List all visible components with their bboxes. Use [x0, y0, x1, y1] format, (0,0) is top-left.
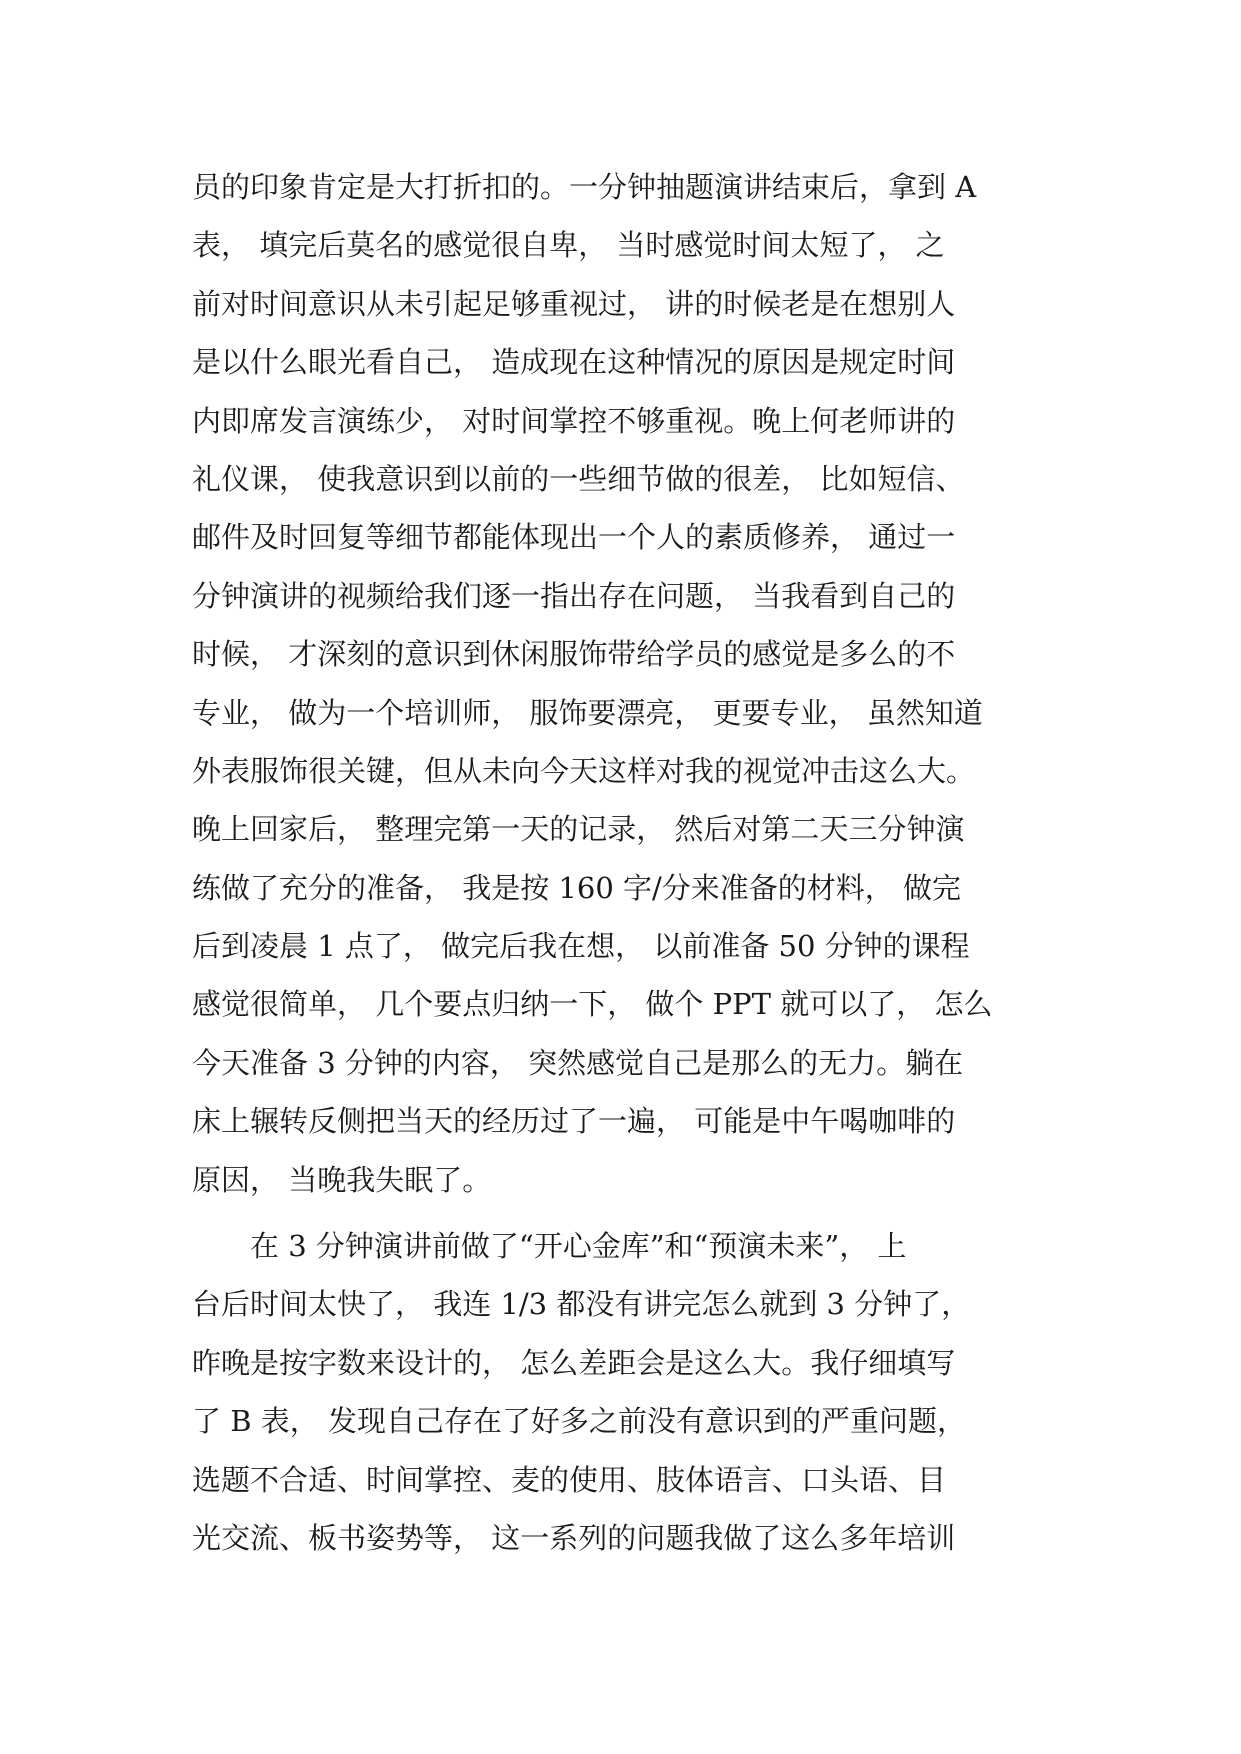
text-line: 后到凌晨 1 点了， 做完后我在想， 以前准备 50 分钟的课程	[192, 929, 970, 964]
text-line: 感觉很简单， 几个要点归纳一下， 做个 PPT 就可以了， 怎么	[192, 987, 993, 1022]
text-line: 员的印象肯定是大打折扣的。一分钟抽题演讲结束后，拿到 A	[192, 170, 977, 204]
text-line: 前对时间意识从未引起足够重视过， 讲的时候老是在想别人	[192, 286, 956, 321]
text-line: 今天准备 3 分钟的内容， 突然感觉自己是那么的无力。躺在	[192, 1045, 964, 1080]
text-line: 是以什么眼光看自己， 造成现在这种情况的原因是规定时间	[192, 345, 956, 380]
text-line: 时候， 才深刻的意识到休闲服饰带给学员的感觉是多么的不	[192, 637, 956, 672]
text-line: 练做了充分的准备， 我是按 160 字/分来准备的材料， 做完	[192, 870, 961, 905]
text-line: 床上辗转反侧把当天的经历过了一遍， 可能是中午喝咖啡的	[192, 1104, 956, 1139]
text-line: 外表服饰很关键，但从未向今天这样对我的视觉冲击这么大。	[192, 753, 976, 788]
body-text	[192, 158, 1052, 1567]
text-line: 了 B 表， 发现自己存在了好多之前没有意识到的严重问题，	[192, 1404, 966, 1439]
text-line: 专业， 做为一个培训师， 服饰要漂亮， 更要专业， 虽然知道	[192, 695, 983, 730]
text-line: 内即席发言演练少， 对时间掌控不够重视。晚上何老师讲的	[192, 403, 956, 438]
text-line: 台后时间太快了， 我连 1/3 都没有讲完怎么就到 3 分钟了，	[192, 1287, 971, 1322]
text-line: 原因， 当晚我失眠了。	[192, 1162, 492, 1197]
text-line: 晚上回家后， 整理完第一天的记录， 然后对第二天三分钟演	[192, 812, 965, 847]
text-line: 选题不合适、时间掌控、麦的使用、肢体语言、口头语、目	[192, 1462, 947, 1497]
paragraph-2	[192, 1217, 1052, 1567]
text-line: 昨晚是按字数来设计的， 怎么差距会是这么大。我仔细填写	[192, 1345, 956, 1380]
text-line: 邮件及时回复等细节都能体现出一个人的素质修养， 通过一	[192, 520, 956, 555]
text-line: 分钟演讲的视频给我们逐一指出存在问题， 当我看到自己的	[192, 578, 956, 613]
text-line: 光交流、板书姿势等， 这一系列的问题我做了这么多年培训	[192, 1520, 956, 1555]
text-line: 礼仪课， 使我意识到以前的一些细节做的很差， 比如短信、	[192, 461, 965, 496]
text-line: 在 3 分钟演讲前做了“开心金库”和“预演未来”， 上	[250, 1229, 907, 1264]
text-line: 表， 填完后莫名的感觉很自卑， 当时感觉时间太短了， 之	[192, 228, 945, 263]
paragraph-1	[192, 158, 1052, 1209]
